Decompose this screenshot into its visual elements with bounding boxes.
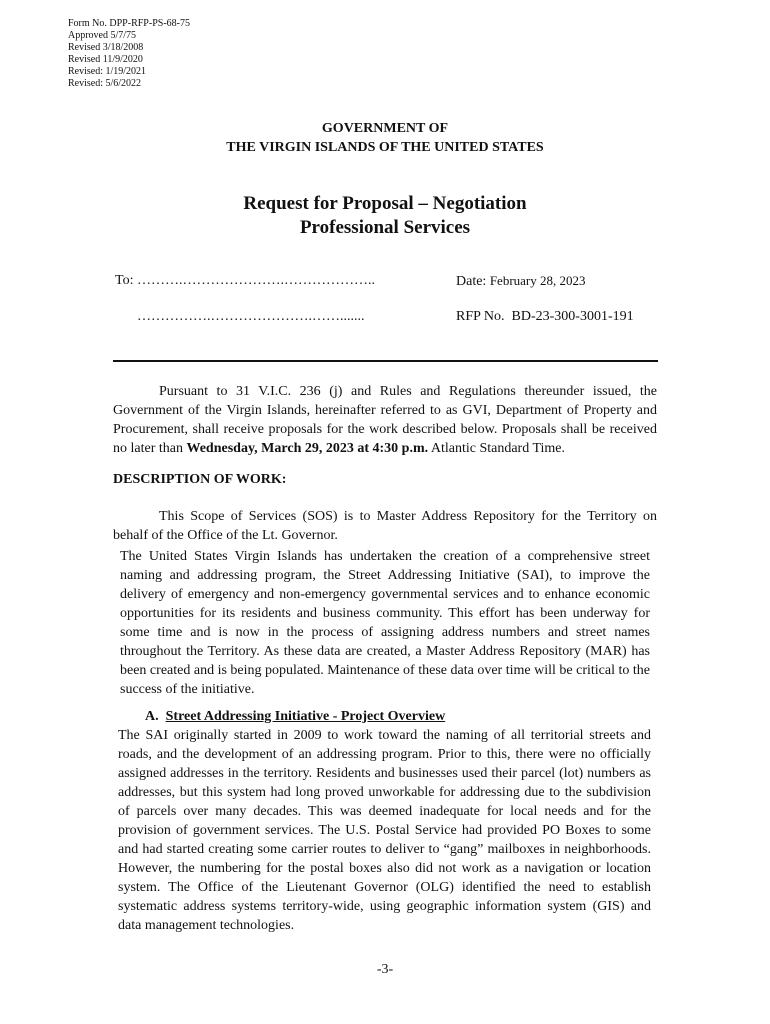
rfp-number-value: BD-23-300-3001-191 [511, 309, 634, 324]
form-approved: Approved 5/7/75 [68, 30, 137, 41]
government-heading [0, 119, 770, 157]
form-revised-1: Revised 3/18/2008 [68, 42, 144, 53]
date-line [456, 273, 586, 290]
address-dots-line: …………….………………….……....... [137, 309, 365, 324]
rfp-number-label: RFP No. [456, 309, 505, 324]
intro-text: Pursuant to 31 V.I.C. 236 (j) and Rules and Regulations thereunder issued, the Government of the Virgin Islands, hereinafter referred to as GVI, Department of Property and Procurement, shall receive proposals for the work described below. Proposals shall be received no later than [113, 384, 657, 456]
form-info-block [68, 18, 190, 90]
document-title [0, 192, 770, 240]
section-a-marker: A. [145, 709, 159, 724]
to-dots: ……….………………….……………….. [136, 273, 375, 288]
form-revised-3: Revised: 1/19/2021 [68, 66, 147, 77]
to-line [115, 273, 375, 289]
intro-text-end: Atlantic Standard Time. [430, 441, 566, 456]
intro-paragraph [113, 382, 657, 458]
description-heading: DESCRIPTION OF WORK: [113, 472, 287, 487]
section-a-title: Street Addressing Initiative - Project Overview [165, 709, 446, 724]
section-a-body: The SAI originally started in 2009 to work toward the naming of all territorial streets and roads, and the development of an addressing program. Prior to this, there were no officially assigned addresses in the territory. Residents and businesses used their parcel (lot) numbers as addresses, but this system had long proved unworkable for addressing due to the subdivision of parcels over many decades. This was deemed inadequate for local needs and for the provision of government services. The U.S. Postal Service had provided PO Boxes to some and had started creating some carrier routes to deliver to “gang” mailboxes in neighborhoods. However, the numbering for the postal boxes also did not work as a navigation or location system. The Office of the Lieutenant Governor (OLG) identified the need to establish systematic address systems territory-wide, using geographic information system (GIS) and data management technologies. [118, 728, 651, 933]
page-number: -3- [376, 962, 394, 977]
form-revised-2: Revised 11/9/2020 [68, 54, 143, 65]
scope-paragraph: This Scope of Services (SOS) is to Master Address Repository for the Territory on behalf of the Office of the Lt. Governor. [113, 509, 657, 543]
to-label: To: [115, 273, 134, 288]
rfp-number-line [456, 309, 634, 325]
deadline-text: Wednesday, March 29, 2023 at 4:30 p.m. [186, 441, 429, 456]
horizontal-divider [113, 360, 658, 362]
title-line-1: Request for Proposal – Negotiation [243, 193, 527, 214]
date-value: February 28, 2023 [489, 273, 586, 288]
date-label: Date: [456, 274, 487, 289]
title-line-2: Professional Services [299, 217, 471, 238]
government-line-1: GOVERNMENT OF [321, 121, 449, 136]
section-a-heading [145, 709, 445, 725]
form-number: Form No. DPP-RFP-PS-68-75 [68, 18, 190, 29]
form-revised-4: Revised: 5/6/2022 [68, 78, 142, 89]
sai-paragraph: The United States Virgin Islands has undertaken the creation of a comprehensive street naming and addressing program, the Street Addressing Initiative (SAI), to improve the delivery of emergency and non-emergency governmental services and to enhance economic opportunities for its residents and business community. This effort has been underway for some time and is now in the process of assigning address numbers and street names throughout the Territory. As these data are created, a Master Address Repository (MAR) has been created and is being populated. Maintenance of these data over time will be critical to the success of the initiative. [120, 549, 650, 697]
government-line-2: THE VIRGIN ISLANDS OF THE UNITED STATES [226, 140, 544, 155]
